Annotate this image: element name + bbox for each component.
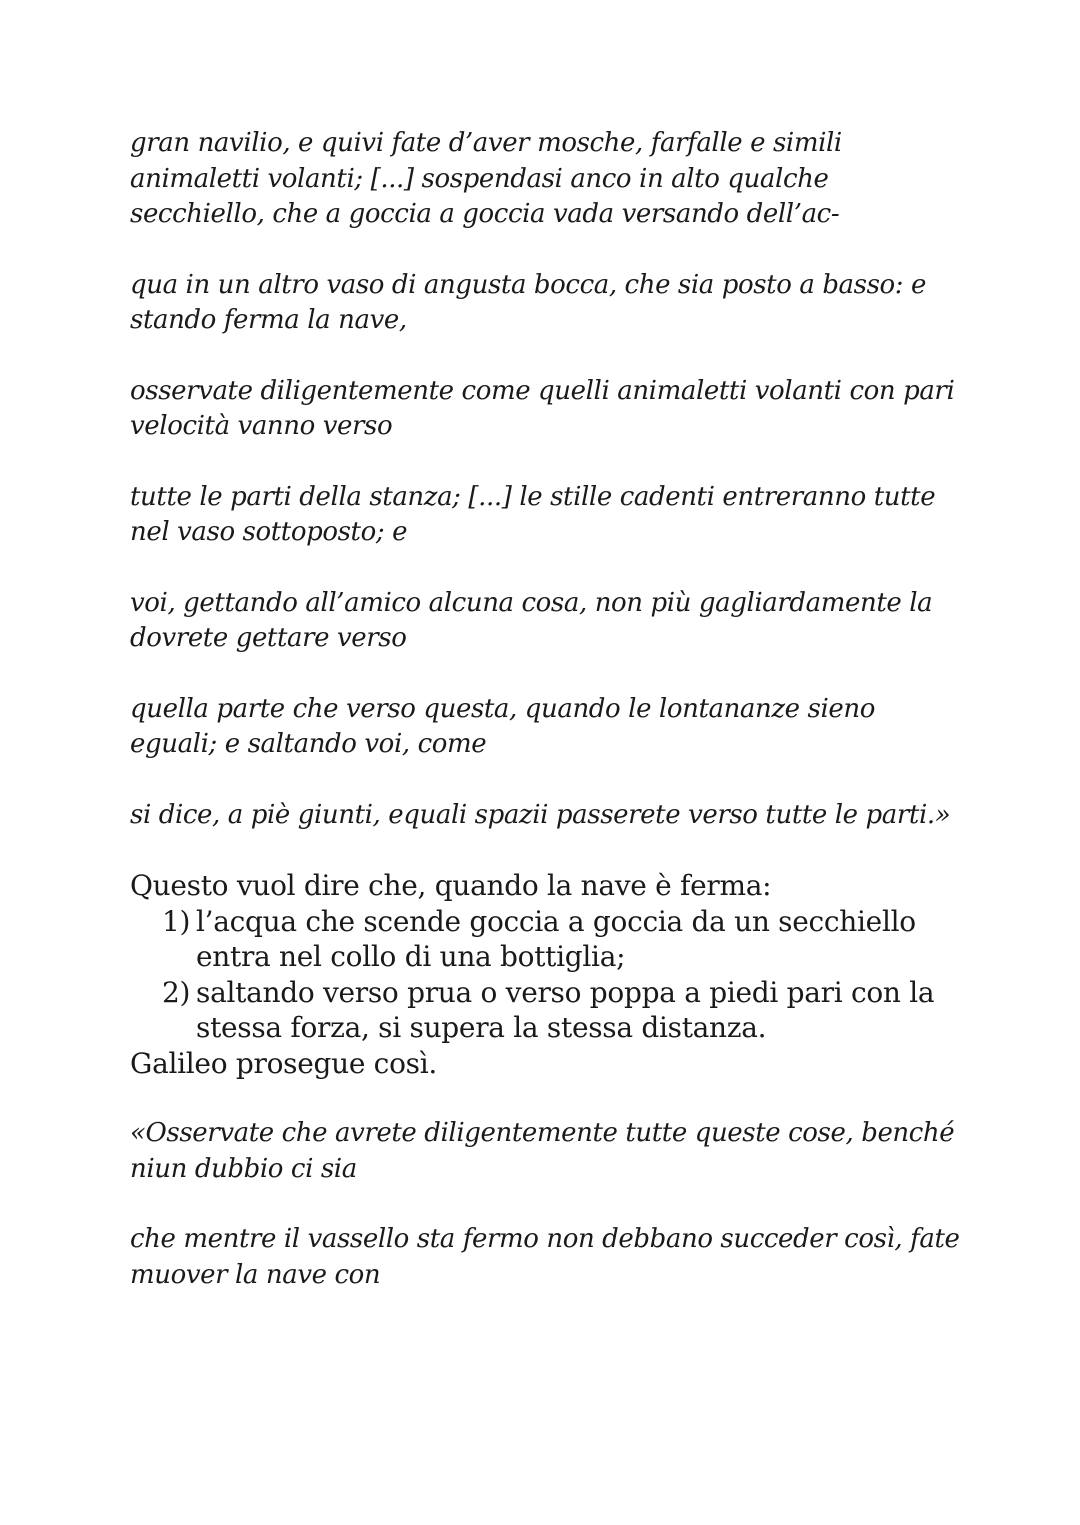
document-page	[130, 126, 960, 1328]
quote-paragraph: quella parte che verso questa, quando le lontananze sieno eguali; e saltando voi, come	[130, 693, 875, 759]
quote-paragraph: «Osservate che avrete diligentemente tutte queste cose, benché niun dubbio ci sia	[130, 1118, 955, 1184]
list-item	[162, 975, 960, 1046]
numbered-list	[130, 904, 960, 1046]
quote-paragraph: qua in un altro vaso di angusta bocca, che sia posto a basso: e stando ferma la nave,	[130, 269, 927, 335]
quote-paragraph: voi, gettando all’amico alcuna cosa, non più gagliardamente la dovrete gettare verso	[130, 587, 933, 653]
explanation-intro: Questo vuol dire che, quando la nave è ferma:	[130, 869, 772, 902]
quote-paragraph: gran navilio, e quivi fate d’aver mosche, farfalle e simili animaletti volanti; [...] sospendasi anco in alto qualche secchiello, che a goccia a goccia vada versando dell’ac-	[130, 128, 842, 229]
quote-paragraph: osservate diligentemente come quelli animaletti volanti con pari velocità vanno verso	[130, 375, 955, 441]
quote-paragraph: tutte le parti della stanza; [...] le stille cadenti entreranno tutte nel vaso sottoposto; e	[130, 481, 936, 547]
list-item-number: 1)	[162, 904, 191, 938]
list-item-text: l’acqua che scende goccia a goccia da un secchiello entra nel collo di una bottiglia;	[196, 904, 916, 973]
list-item-number: 2)	[162, 975, 191, 1009]
quote-paragraph: si dice, a piè giunti, equali spazii passerete verso tutte le parti.»	[130, 799, 951, 830]
explanation-outro: Galileo prosegue così.	[130, 1046, 437, 1080]
explanation-block	[130, 868, 960, 1081]
list-item-text: saltando verso prua o verso poppa a piedi pari con la stessa forza, si supera la stessa distanza.	[196, 975, 935, 1044]
quote-paragraph: che mentre il vassello sta fermo non debbano succeder così, fate muover la nave con	[130, 1224, 960, 1290]
list-item	[162, 904, 960, 975]
